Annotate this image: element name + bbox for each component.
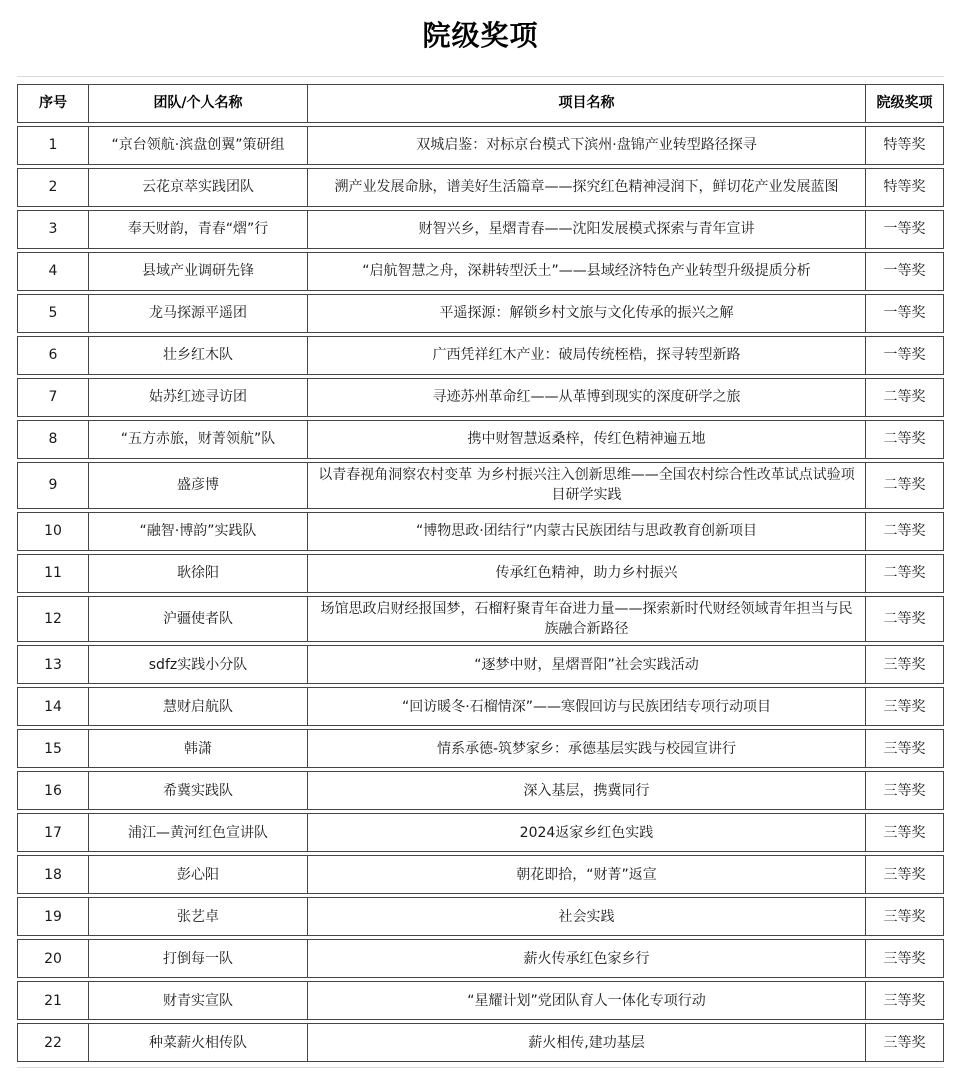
cell-team: 盛彦博 <box>89 462 308 509</box>
cell-index: 10 <box>17 512 89 551</box>
cell-index: 12 <box>17 596 89 643</box>
cell-project: “启航智慧之舟，深耕转型沃土”——县域经济特色产业转型升级提质分析 <box>308 252 866 291</box>
cell-index: 1 <box>17 126 89 165</box>
cell-project: 双城启鉴：对标京台模式下滨州·盘锦产业转型路径探寻 <box>308 126 866 165</box>
cell-index: 13 <box>17 645 89 684</box>
table-row <box>17 512 944 551</box>
table-row <box>17 687 944 726</box>
cell-team: 彭心阳 <box>89 855 308 894</box>
cell-team: 龙马探源平遥团 <box>89 294 308 333</box>
table-row <box>17 1023 944 1062</box>
cell-project: 情系承德-筑梦家乡：承德基层实践与校园宣讲行 <box>308 729 866 768</box>
table-row <box>17 645 944 684</box>
cell-index: 17 <box>17 813 89 852</box>
cell-team: 韩潇 <box>89 729 308 768</box>
cell-award: 一等奖 <box>866 210 944 249</box>
table-row <box>17 729 944 768</box>
cell-project: 社会实践 <box>308 897 866 936</box>
cell-project: 深入基层，携冀同行 <box>308 771 866 810</box>
gridline-artifact <box>17 76 944 77</box>
cell-team: 奉天财韵，青春“熠”行 <box>89 210 308 249</box>
cell-team: 财青实宣队 <box>89 981 308 1020</box>
page-title: 院级奖项 <box>422 19 539 52</box>
cell-index: 3 <box>17 210 89 249</box>
cell-index: 7 <box>17 378 89 417</box>
table-row <box>17 378 944 417</box>
cell-team: 壮乡红木队 <box>89 336 308 375</box>
cell-team: 希冀实践队 <box>89 771 308 810</box>
cell-award: 特等奖 <box>866 126 944 165</box>
table-row <box>17 897 944 936</box>
cell-project: 薪火相传,建功基层 <box>308 1023 866 1062</box>
cell-project: 2024返家乡红色实践 <box>308 813 866 852</box>
table-row <box>17 294 944 333</box>
cell-award: 三等奖 <box>866 897 944 936</box>
table-header <box>17 84 944 123</box>
cell-award: 二等奖 <box>866 596 944 643</box>
cell-award: 三等奖 <box>866 939 944 978</box>
cell-award: 特等奖 <box>866 168 944 207</box>
table-body <box>17 126 944 1062</box>
table-row <box>17 336 944 375</box>
header-row <box>17 84 944 123</box>
cell-team: 浦江—黄河红色宣讲队 <box>89 813 308 852</box>
table-row <box>17 981 944 1020</box>
cell-team: 姑苏红迹寻访团 <box>89 378 308 417</box>
cell-index: 15 <box>17 729 89 768</box>
header-award: 院级奖项 <box>866 84 944 123</box>
cell-award: 三等奖 <box>866 855 944 894</box>
gridline-artifact <box>17 1067 944 1074</box>
cell-index: 9 <box>17 462 89 509</box>
cell-team: 耿徐阳 <box>89 554 308 593</box>
cell-project: 广西凭祥红木产业：破局传统桎梏，探寻转型新路 <box>308 336 866 375</box>
cell-award: 三等奖 <box>866 645 944 684</box>
cell-award: 三等奖 <box>866 687 944 726</box>
cell-index: 18 <box>17 855 89 894</box>
cell-index: 11 <box>17 554 89 593</box>
cell-project: 溯产业发展命脉，谱美好生活篇章——探究红色精神浸润下，鲜切花产业发展蓝图 <box>308 168 866 207</box>
cell-award: 二等奖 <box>866 462 944 509</box>
cell-team: 慧财启航队 <box>89 687 308 726</box>
cell-award: 三等奖 <box>866 1023 944 1062</box>
cell-project: 传承红色精神，助力乡村振兴 <box>308 554 866 593</box>
cell-team: 云花京萃实践团队 <box>89 168 308 207</box>
cell-award: 一等奖 <box>866 252 944 291</box>
cell-index: 14 <box>17 687 89 726</box>
cell-team: sdfz实践小分队 <box>89 645 308 684</box>
cell-index: 8 <box>17 420 89 459</box>
table-row <box>17 168 944 207</box>
cell-award: 二等奖 <box>866 378 944 417</box>
cell-index: 6 <box>17 336 89 375</box>
cell-project: 以青春视角洞察农村变革 为乡村振兴注入创新思维——全国农村综合性改革试点试验项目研学实践 <box>308 462 866 509</box>
cell-team: 县域产业调研先锋 <box>89 252 308 291</box>
cell-award: 三等奖 <box>866 981 944 1020</box>
cell-index: 21 <box>17 981 89 1020</box>
table-row <box>17 939 944 978</box>
cell-award: 二等奖 <box>866 512 944 551</box>
cell-project: “逐梦中财，星熠晋阳”社会实践活动 <box>308 645 866 684</box>
cell-index: 4 <box>17 252 89 291</box>
cell-project: 寻迹苏州革命红——从革博到现实的深度研学之旅 <box>308 378 866 417</box>
table-row <box>17 596 944 643</box>
cell-project: 财智兴乡，星熠青春——沈阳发展模式探索与青年宣讲 <box>308 210 866 249</box>
cell-project: “博物思政·团结行”内蒙古民族团结与思政教育创新项目 <box>308 512 866 551</box>
cell-team: 种菜薪火相传队 <box>89 1023 308 1062</box>
awards-table <box>17 81 944 1065</box>
cell-award: 一等奖 <box>866 336 944 375</box>
cell-project: 薪火传承红色家乡行 <box>308 939 866 978</box>
header-index: 序号 <box>17 84 89 123</box>
cell-team: “五方赤旅，财菁领航”队 <box>89 420 308 459</box>
cell-project: 朝花即拾，“财菁”返宣 <box>308 855 866 894</box>
cell-team: 打倒每一队 <box>89 939 308 978</box>
cell-team: “京台领航·滨盘创翼”策研组 <box>89 126 308 165</box>
cell-team: “融智·博韵”实践队 <box>89 512 308 551</box>
cell-index: 16 <box>17 771 89 810</box>
cell-index: 22 <box>17 1023 89 1062</box>
table-row <box>17 210 944 249</box>
table-row <box>17 771 944 810</box>
cell-award: 二等奖 <box>866 420 944 459</box>
cell-index: 20 <box>17 939 89 978</box>
cell-project: 场馆思政启财经报国梦，石榴籽聚青年奋进力量——探索新时代财经领域青年担当与民族融合新路径 <box>308 596 866 643</box>
cell-award: 三等奖 <box>866 729 944 768</box>
table-row <box>17 554 944 593</box>
cell-project: 携中财智慧返桑梓，传红色精神遍五地 <box>308 420 866 459</box>
header-project: 项目名称 <box>308 84 866 123</box>
table-row <box>17 855 944 894</box>
cell-award: 三等奖 <box>866 771 944 810</box>
table-row <box>17 813 944 852</box>
cell-index: 5 <box>17 294 89 333</box>
cell-team: 张艺卓 <box>89 897 308 936</box>
table-row <box>17 126 944 165</box>
cell-project: “回访暖冬·石榴情深”——寒假回访与民族团结专项行动项目 <box>308 687 866 726</box>
cell-index: 19 <box>17 897 89 936</box>
table-row <box>17 462 944 509</box>
header-team: 团队/个人名称 <box>89 84 308 123</box>
cell-index: 2 <box>17 168 89 207</box>
cell-team: 沪疆使者队 <box>89 596 308 643</box>
table-row <box>17 420 944 459</box>
cell-award: 一等奖 <box>866 294 944 333</box>
cell-award: 三等奖 <box>866 813 944 852</box>
cell-project: “星耀计划”党团队育人一体化专项行动 <box>308 981 866 1020</box>
table-row <box>17 252 944 291</box>
cell-award: 二等奖 <box>866 554 944 593</box>
cell-project: 平遥探源：解锁乡村文旅与文化传承的振兴之解 <box>308 294 866 333</box>
